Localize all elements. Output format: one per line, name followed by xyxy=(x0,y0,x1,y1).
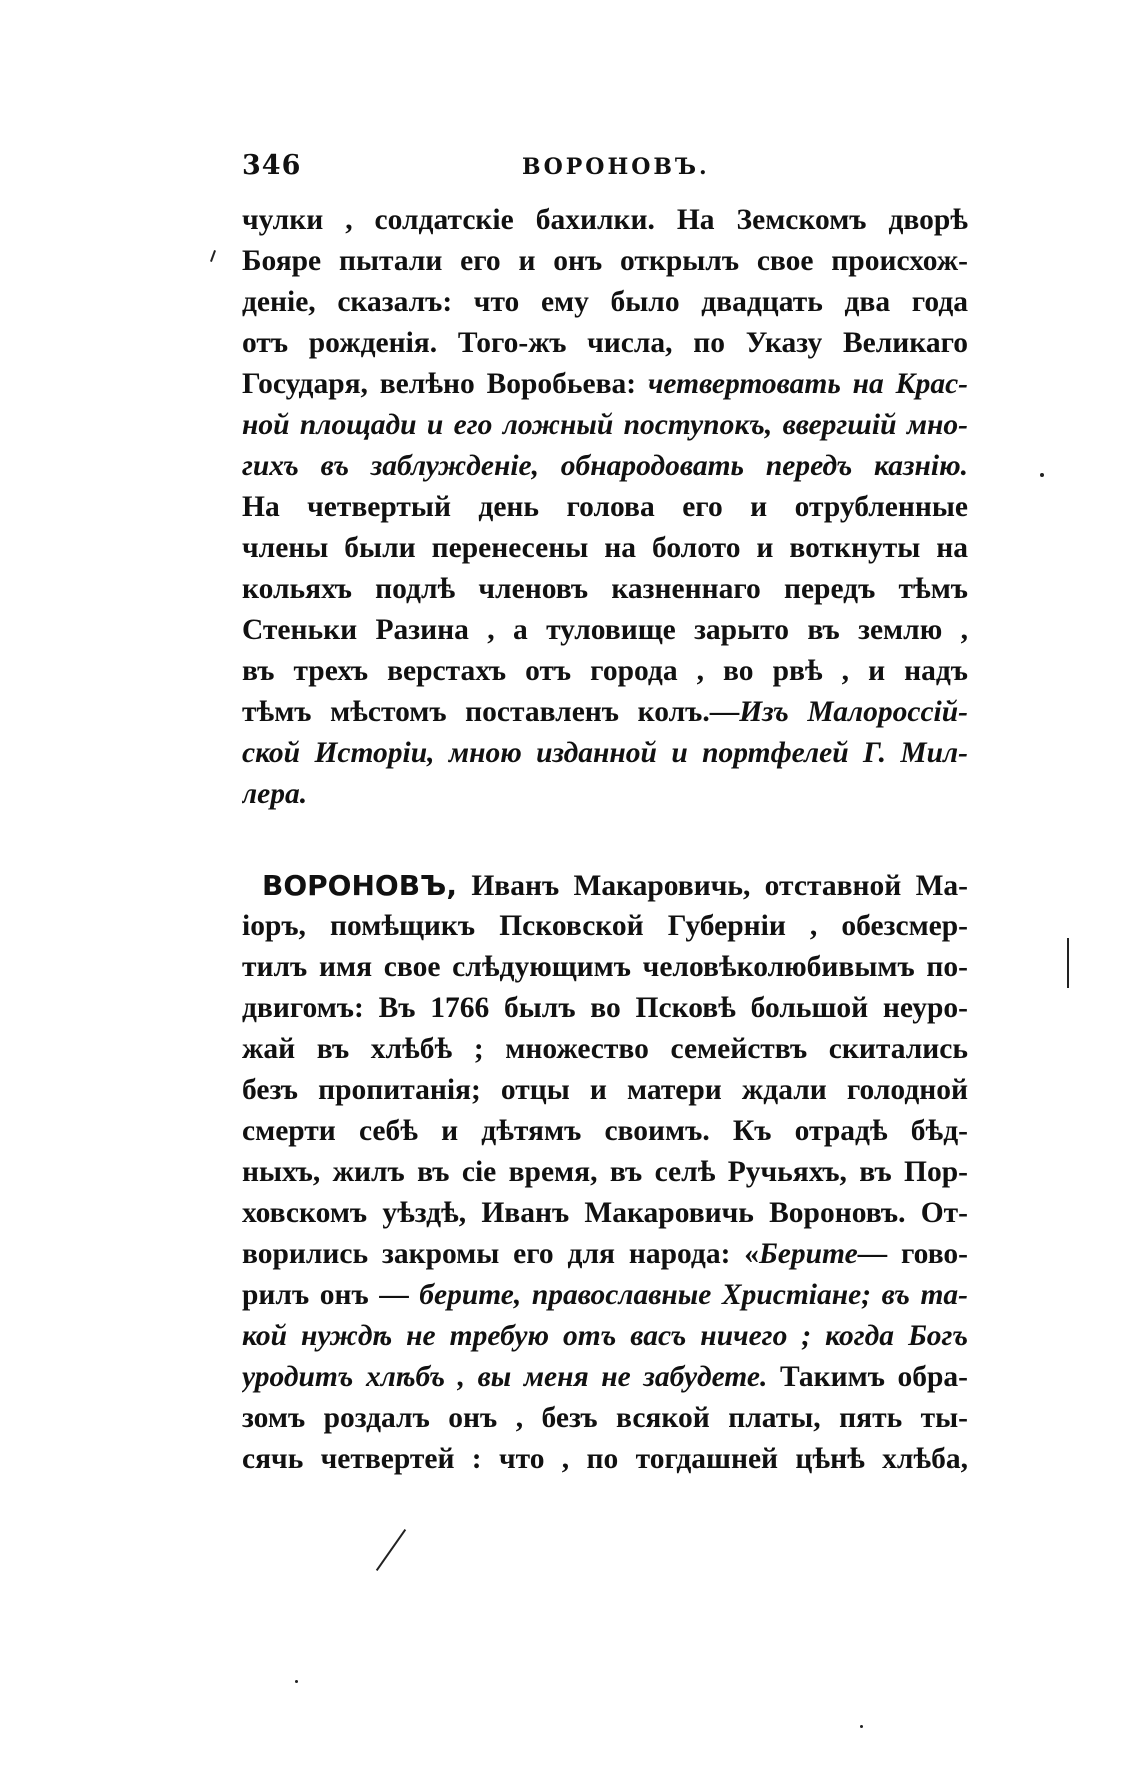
text-line: сячь четвертей : что , по тогдашней цѣнѣ хлѣба, xyxy=(242,1443,968,1475)
text-line: Стеньки Разина , а туловище зарыто въ землю , xyxy=(242,614,968,646)
text-line: іоръ, помѣщикъ Псковской Губерніи , обезсмер- xyxy=(242,910,968,942)
margin-dot xyxy=(1040,473,1044,477)
page-number: 346 xyxy=(242,150,302,181)
italic-span: четвертовать на Крас- xyxy=(647,368,968,400)
text-span: Иванъ Макаровичь, отставной Ма- xyxy=(457,870,968,902)
text-span: — гово- xyxy=(857,1238,968,1270)
italic-line: ской Исторіи, мною изданной и портфелей Г. Мил- xyxy=(242,737,968,769)
text-span: рилъ онъ — xyxy=(242,1279,420,1311)
paragraph-previous-entry xyxy=(242,200,968,815)
italic-line: кой нуждѣ не требую отъ васъ ничего ; когда Богъ xyxy=(242,1320,968,1352)
entry-heading: ВОРОНОВЪ, xyxy=(262,869,457,902)
text-line: безъ пропитанія; отцы и матери ждали голодной xyxy=(242,1074,968,1106)
text-line: смерти себѣ и дѣтямъ своимъ. Къ отрадѣ бѣд- xyxy=(242,1115,968,1147)
text-line: двигомъ: Въ 1766 былъ во Псковѣ большой неуро- xyxy=(242,992,968,1024)
entry-first-line xyxy=(242,865,968,906)
text-line: ховскомъ уѣздѣ, Иванъ Макаровичь Вороновъ. От- xyxy=(242,1197,968,1229)
margin-mark xyxy=(1067,938,1069,988)
page-header xyxy=(242,150,968,190)
running-head: ВОРОНОВЪ. xyxy=(522,154,710,180)
text-line xyxy=(242,1357,968,1398)
text-span: Государя, велѣно Воробьева: xyxy=(242,368,648,400)
text-span: Такимъ обра- xyxy=(767,1361,968,1393)
text-line: На четвертый день голова его и отрубленные xyxy=(242,491,968,523)
text-line: члены были перенесены на болото и воткнуты на xyxy=(242,532,968,564)
text-line xyxy=(242,1234,968,1275)
paragraph-voronov-entry xyxy=(242,865,968,1480)
text-line xyxy=(242,364,968,405)
italic-line: лера. xyxy=(242,778,308,810)
text-line: въ трехъ верстахъ отъ города , во рвѣ , и надъ xyxy=(242,655,968,687)
italic-span: Берите xyxy=(759,1238,858,1270)
italic-span: уродитъ хлѣбъ , вы меня не забудете. xyxy=(242,1361,768,1393)
text-line: тилъ имя свое слѣдующимъ человѣколюбивымъ по- xyxy=(242,951,968,983)
text-line: зомъ роздалъ онъ , безъ всякой платы, пять ты- xyxy=(242,1402,968,1434)
text-line: жай въ хлѣбѣ ; множество семействъ скитались xyxy=(242,1033,968,1065)
text-line: чулки , солдатскіе бахилки. На Земскомъ дворѣ xyxy=(242,204,968,236)
italic-span: берите, православные Христіане; въ та- xyxy=(419,1279,968,1311)
stray-stroke xyxy=(376,1529,406,1571)
text-line: отъ рожденія. Того-жъ числа, по Указу Великаго xyxy=(242,327,968,359)
text-line xyxy=(242,692,968,733)
stray-dot xyxy=(295,1680,298,1683)
text-line: Бояре пытали его и онъ открылъ свое происхож- xyxy=(242,245,968,277)
text-line: деніе, сказалъ: что ему было двадцать два года xyxy=(242,286,968,318)
margin-tick xyxy=(210,250,216,262)
italic-span: Изъ Малороссій- xyxy=(739,696,968,728)
italic-line: ной площади и его ложный поступокъ, ввергшій мно- xyxy=(242,409,968,441)
text-span: ворились закромы его для народа: « xyxy=(242,1238,760,1270)
stray-dot xyxy=(860,1725,863,1728)
text-line: ныхъ, жилъ въ сіе время, въ селѣ Ручьяхъ, въ Пор- xyxy=(242,1156,968,1188)
text-line xyxy=(242,1275,968,1316)
italic-line: гихъ въ заблужденіе, обнародовать передъ казнію. xyxy=(242,450,968,482)
text-span: тѣмъ мѣстомъ поставленъ колъ.— xyxy=(242,696,740,728)
text-line: кольяхъ подлѣ членовъ казненнаго передъ тѣмъ xyxy=(242,573,968,605)
